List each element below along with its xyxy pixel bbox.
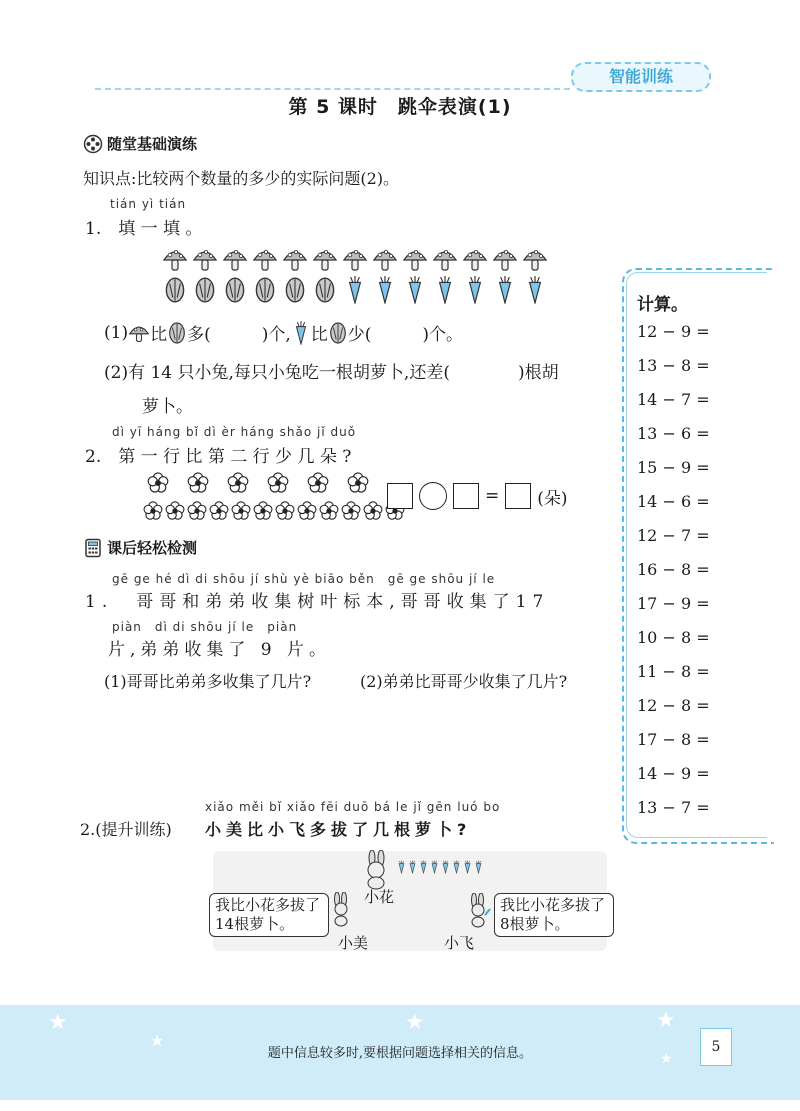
s2-q1-pinyin1: gē ge hé dì di shōu jí shù yè biāo běn gē ge shōu jí le	[112, 572, 496, 586]
s2-q2-pinyin: xiǎo měi bǐ xiǎo fēi duō bá le jǐ gēn luó bo	[205, 800, 501, 814]
section-heading-2-text: 课后轻松检测	[107, 539, 198, 557]
equals-sign: =	[485, 486, 500, 506]
carrot-icon	[462, 856, 473, 878]
calc-item[interactable]: 12 − 8 =	[637, 696, 710, 715]
flower-icon	[147, 472, 169, 494]
mushroom-icon	[128, 322, 150, 344]
flower-icon	[231, 500, 251, 522]
flower-icon	[209, 500, 229, 522]
carrot-icon	[432, 276, 458, 304]
flower-icon	[307, 472, 329, 494]
vegetable-row	[162, 276, 548, 304]
calc-item[interactable]: 14 − 9 =	[637, 764, 710, 783]
rabbit-icon	[465, 893, 491, 929]
q1-part1-more[interactable]: 多( )个,	[187, 325, 291, 345]
answer-box[interactable]	[453, 483, 479, 509]
q2-pinyin: dì yī háng bǐ dì èr háng shǎo jǐ duǒ	[112, 425, 357, 439]
calc-item[interactable]: 16 − 8 =	[637, 560, 710, 579]
mushroom-icon	[162, 246, 188, 272]
q1-part1	[104, 320, 463, 345]
carrot-icon	[451, 856, 462, 878]
mushroom-icon	[222, 246, 248, 272]
section-tab-label: 智能训练	[571, 62, 711, 92]
answer-box[interactable]	[505, 483, 531, 509]
mushroom-icon	[522, 246, 548, 272]
calc-item[interactable]: 17 − 9 =	[637, 594, 710, 613]
flower-row-2	[143, 500, 405, 522]
film-reel-icon	[83, 134, 103, 154]
cabbage-icon	[162, 276, 188, 304]
calc-item[interactable]: 15 − 9 =	[637, 458, 710, 477]
flower-icon	[165, 500, 185, 522]
carrot-icon	[462, 276, 488, 304]
s2-q2-question: 小美比小飞多拔了几根萝卜?	[205, 820, 472, 839]
knowledge-point: 知识点:比较两个数量的多少的实际问题(2)。	[83, 169, 400, 188]
section-heading-1-text: 随堂基础演练	[107, 135, 198, 153]
q2-equation	[387, 482, 568, 510]
calc-item[interactable]: 12 − 9 =	[637, 322, 710, 341]
answer-box[interactable]	[387, 483, 413, 509]
s2-q1-line2: 片,弟弟收集了 9 片。	[108, 640, 332, 660]
flower-icon	[297, 500, 317, 522]
flower-icon	[227, 472, 249, 494]
calc-item[interactable]: 13 − 6 =	[637, 424, 710, 443]
q1-part1-num: (1)	[104, 322, 129, 343]
carrot-icon	[429, 856, 440, 878]
flower-icon	[347, 472, 369, 494]
header-band	[95, 60, 570, 90]
star-icon: ★	[150, 1031, 165, 1050]
mushroom-icon	[372, 246, 398, 272]
calc-item[interactable]: 10 − 8 =	[637, 628, 710, 647]
mushroom-icon	[462, 246, 488, 272]
rabbit-icon	[360, 850, 394, 890]
s2-q2-prefix: 2.(提升训练)	[80, 820, 172, 839]
flower-icon	[267, 472, 289, 494]
carrot-icon	[407, 856, 418, 878]
footer-tip: 题中信息较多时,要根据问题选择相关的信息。	[267, 1046, 533, 1061]
flower-icon	[363, 500, 383, 522]
calc-title: 计算。	[637, 295, 688, 315]
calculator-icon	[83, 538, 103, 558]
cabbage-icon	[167, 321, 187, 345]
calc-item[interactable]: 14 − 6 =	[637, 492, 710, 511]
q1-part1-bi: 比	[150, 325, 168, 345]
flower-icon	[143, 500, 163, 522]
flower-icon	[253, 500, 273, 522]
section-heading-1	[83, 133, 197, 154]
flower-icon	[341, 500, 361, 522]
mushroom-icon	[312, 246, 338, 272]
lesson-title: 第 5 课时 跳伞表演(1)	[288, 96, 512, 118]
mushroom-icon	[492, 246, 518, 272]
carrot-icon	[418, 856, 429, 878]
cabbage-icon	[252, 276, 278, 304]
mushroom-icon	[342, 246, 368, 272]
section-tab	[567, 58, 712, 92]
cabbage-icon	[282, 276, 308, 304]
q2-prompt: 2. 第 一 行 比 第 二 行 少 几 朵 ?	[85, 447, 352, 467]
carrot-icon	[440, 856, 451, 878]
star-icon: ★	[660, 1051, 673, 1067]
cabbage-icon	[328, 321, 348, 345]
calc-item[interactable]: 12 − 7 =	[637, 526, 710, 545]
name-xiaomei: 小美	[338, 934, 369, 952]
q2-unit: (朵)	[537, 488, 568, 509]
calc-item[interactable]: 17 − 8 =	[637, 730, 710, 749]
carrot-icon	[372, 276, 398, 304]
q1-part1-bi2: 比	[310, 325, 328, 345]
q1-prompt: 1. 填 一 填 。	[85, 219, 203, 239]
mushroom-icon	[282, 246, 308, 272]
carrot-icon	[396, 856, 407, 878]
q1-part2-line2: 萝卜。	[142, 397, 193, 417]
cabbage-icon	[222, 276, 248, 304]
s2-q1-sub2: (2)弟弟比哥哥少收集了几片?	[360, 672, 568, 691]
mushroom-icon	[432, 246, 458, 272]
calc-item[interactable]: 11 − 8 =	[637, 662, 710, 681]
q1-part1-less[interactable]: 少( )个。	[347, 325, 464, 345]
flower-icon	[275, 500, 295, 522]
flower-icon	[187, 500, 207, 522]
rabbit-icon	[328, 892, 354, 928]
calc-item[interactable]: 14 − 7 =	[637, 390, 710, 409]
star-icon: ★	[656, 1008, 676, 1033]
section-heading-2	[83, 537, 197, 558]
name-xiaohua: 小花	[364, 888, 395, 906]
calc-item[interactable]: 13 − 7 =	[637, 798, 710, 817]
carrot-icon	[342, 276, 368, 304]
flower-row-1	[147, 472, 369, 494]
star-icon: ★	[48, 1010, 68, 1035]
scene-carrot-row	[396, 856, 484, 878]
carrot-icon	[492, 276, 518, 304]
flower-icon	[187, 472, 209, 494]
cabbage-icon	[192, 276, 218, 304]
mushroom-icon	[252, 246, 278, 272]
mushroom-icon	[192, 246, 218, 272]
s2-q1-line1: 1. 哥哥和弟弟收集树叶标本,哥哥收集了17	[85, 592, 550, 612]
mushroom-row	[162, 246, 548, 272]
calc-item[interactable]: 13 − 8 =	[637, 356, 710, 375]
carrot-icon	[291, 321, 311, 345]
carrot-icon	[402, 276, 428, 304]
speech-bubble-xiaomei: 我比小花多拔了14根萝卜。	[209, 893, 329, 937]
star-icon: ★	[405, 1010, 425, 1035]
speech-bubble-xiaofei: 我比小花多拔了8根萝卜。	[494, 893, 614, 937]
s2-q1-sub1: (1)哥哥比弟弟多收集了几片?	[104, 672, 312, 691]
operator-circle[interactable]	[419, 482, 447, 510]
mushroom-icon	[402, 246, 428, 272]
carrot-icon	[522, 276, 548, 304]
flower-icon	[319, 500, 339, 522]
cabbage-icon	[312, 276, 338, 304]
s2-q1-pinyin2: piàn dì di shōu jí le piàn	[112, 620, 298, 634]
name-xiaofei: 小飞	[444, 934, 475, 952]
carrot-icon	[473, 856, 484, 878]
q1-part2-line1[interactable]: (2)有 14 只小兔,每只小兔吃一根胡萝卜,还差( )根胡	[104, 363, 559, 383]
q1-pinyin: tián yì tián	[110, 197, 187, 211]
page-number: 5	[700, 1028, 732, 1066]
